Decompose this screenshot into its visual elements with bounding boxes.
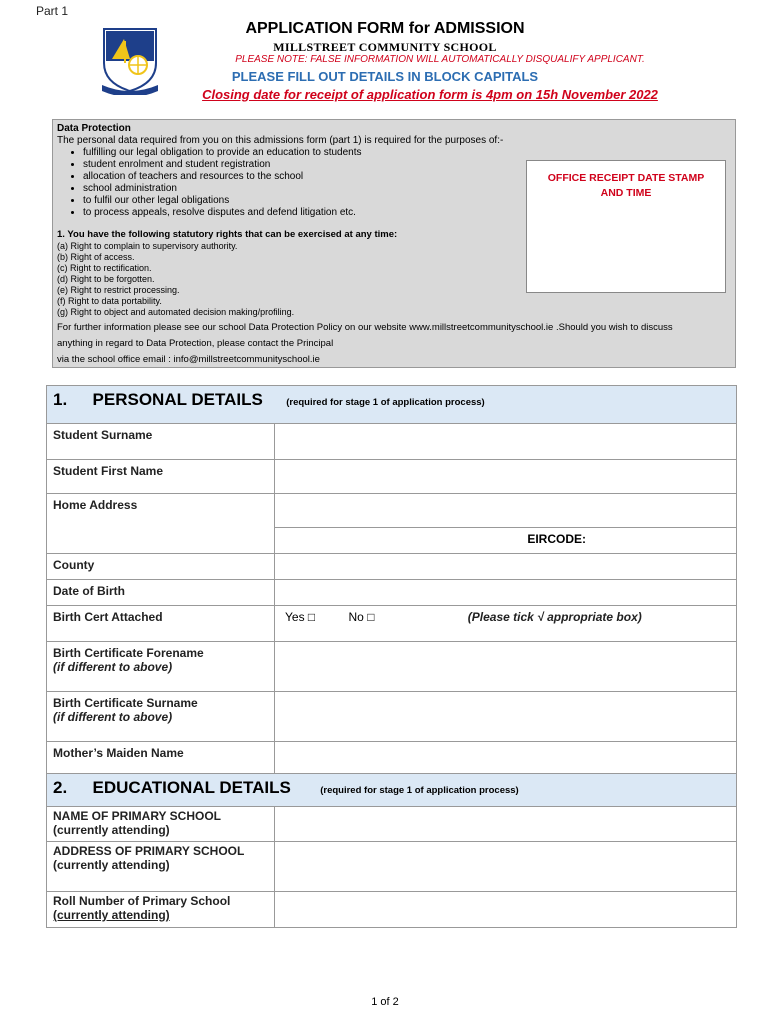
form-title: APPLICATION FORM for ADMISSION	[245, 20, 525, 37]
list-item: (d) Right to be forgotten.	[57, 274, 155, 284]
roll-number-label-cell	[47, 892, 275, 928]
bc-surname-label-cell	[47, 692, 275, 742]
roll-number-field[interactable]	[275, 892, 737, 928]
section-header	[47, 386, 737, 424]
table-row	[47, 892, 737, 928]
table-row	[47, 580, 737, 606]
section-required-note: (required for stage 1 of application process)	[286, 397, 485, 408]
section-number: 2.	[53, 778, 68, 797]
dob-field[interactable]	[275, 580, 737, 606]
office-stamp-box[interactable]	[526, 160, 726, 293]
list-item: • allocation of teachers and resources to the school	[83, 171, 731, 183]
dob-label: Date of Birth	[47, 580, 275, 606]
data-protection-footer	[57, 320, 731, 368]
if-different-note: (if different to above)	[53, 710, 173, 724]
student-first-name-field[interactable]	[275, 460, 737, 494]
tick-instruction: (Please tick √ appropriate box)	[467, 610, 642, 624]
list-item: • student enrolment and student registration	[83, 159, 731, 171]
rights-title: 1. You have the following statutory rights that can be exercised at any time:	[57, 229, 398, 240]
birth-cert-options	[275, 606, 737, 642]
bc-surname-label: Birth Certificate Surname	[53, 696, 198, 710]
roll-number-label: Roll Number of Primary School	[53, 894, 231, 908]
birth-cert-yes-checkbox[interactable]: Yes □	[285, 610, 316, 624]
section-1-header	[47, 386, 737, 424]
block-capitals-instruction: PLEASE FILL OUT DETAILS IN BLOCK CAPITALS	[231, 69, 539, 84]
school-name: MILLSTREET COMMUNITY SCHOOL	[273, 40, 497, 54]
bc-forename-label: Birth Certificate Forename	[53, 646, 204, 660]
primary-address-label-cell	[47, 842, 275, 892]
list-item: (c) Right to rectification.	[57, 263, 152, 273]
section-number: 1.	[53, 390, 68, 409]
primary-name-label-cell	[47, 807, 275, 842]
section-required-note: (required for stage 1 of application process)	[320, 785, 519, 796]
footer-line: For further information please see our school Data Protection Policy on our website www.millstreetcommunityschool.ie .Should you wish to discuss	[57, 322, 673, 333]
table-row	[47, 606, 737, 642]
personal-details-table	[46, 385, 737, 776]
birth-cert-label: Birth Cert Attached	[47, 606, 275, 642]
disqualify-note: PLEASE NOTE: FALSE INFORMATION WILL AUTOMATICALLY DISQUALIFY APPLICANT.	[235, 54, 645, 65]
table-row	[47, 460, 737, 494]
stamp-label-line2: AND TIME	[600, 187, 652, 199]
currently-attending-note: (currently attending)	[53, 823, 170, 837]
section-header	[47, 774, 737, 807]
table-row	[47, 642, 737, 692]
list-item: (a) Right to complain to supervisory authority.	[57, 241, 238, 251]
maiden-name-label: Mother’s Maiden Name	[47, 742, 275, 776]
maiden-name-field[interactable]	[275, 742, 737, 776]
section-title: PERSONAL DETAILS	[92, 390, 263, 409]
footer-line: anything in regard to Data Protection, please contact the Principal	[57, 338, 334, 349]
table-row	[47, 842, 737, 892]
data-protection-heading: Data Protection	[57, 123, 131, 134]
bc-surname-field[interactable]	[275, 692, 737, 742]
home-address-label: Home Address	[47, 494, 275, 554]
currently-attending-note: (currently attending)	[53, 858, 170, 872]
list-item: • fulfilling our legal obligation to provide an education to students	[83, 147, 731, 159]
section-2-header	[47, 774, 737, 807]
primary-name-field[interactable]	[275, 807, 737, 842]
closing-date: Closing date for receipt of application form is 4pm on 15h November 2022	[202, 87, 658, 102]
bc-forename-field[interactable]	[275, 642, 737, 692]
table-row	[47, 424, 737, 460]
currently-attending-note: (currently attending)	[53, 908, 170, 922]
primary-name-label: NAME OF PRIMARY SCHOOL	[53, 809, 222, 823]
educational-details-table	[46, 773, 737, 928]
footer-line: via the school office email : info@millstreetcommunityschool.ie	[57, 354, 320, 365]
table-row	[47, 692, 737, 742]
bc-forename-label-cell	[47, 642, 275, 692]
student-surname-field[interactable]	[275, 424, 737, 460]
page-number: 1 of 2	[371, 996, 399, 1008]
student-first-name-label: Student First Name	[47, 460, 275, 494]
list-item: (g) Right to object and automated decision making/profiling.	[57, 307, 295, 317]
table-row	[47, 554, 737, 580]
primary-address-label: ADDRESS OF PRIMARY SCHOOL	[53, 844, 245, 858]
stamp-label-line1: OFFICE RECEIPT DATE STAMP	[547, 172, 705, 184]
table-row	[47, 742, 737, 776]
part-label: Part 1	[36, 4, 69, 18]
list-item: • to process appeals, resolve disputes and defend litigation etc.	[83, 207, 731, 219]
list-item: (e) Right to restrict processing.	[57, 285, 180, 295]
section-title: EDUCATIONAL DETAILS	[92, 778, 291, 797]
list-item: • to fulfil our other legal obligations	[83, 195, 731, 207]
county-label: County	[47, 554, 275, 580]
list-item: (f) Right to data portability.	[57, 296, 162, 306]
student-surname-label: Student Surname	[47, 424, 275, 460]
table-row	[47, 807, 737, 842]
primary-address-field[interactable]	[275, 842, 737, 892]
list-item: • school administration	[83, 183, 731, 195]
if-different-note: (if different to above)	[53, 660, 173, 674]
data-protection-intro: The personal data required from you on this admissions form (part 1) is required for the purposes of:-	[57, 135, 504, 146]
home-address-field[interactable]	[275, 494, 737, 528]
birth-cert-no-checkbox[interactable]: No □	[348, 610, 375, 624]
table-row	[47, 494, 737, 528]
county-field[interactable]	[275, 554, 737, 580]
list-item: (b) Right of access.	[57, 252, 135, 262]
eircode-field[interactable]: EIRCODE:	[275, 528, 737, 554]
